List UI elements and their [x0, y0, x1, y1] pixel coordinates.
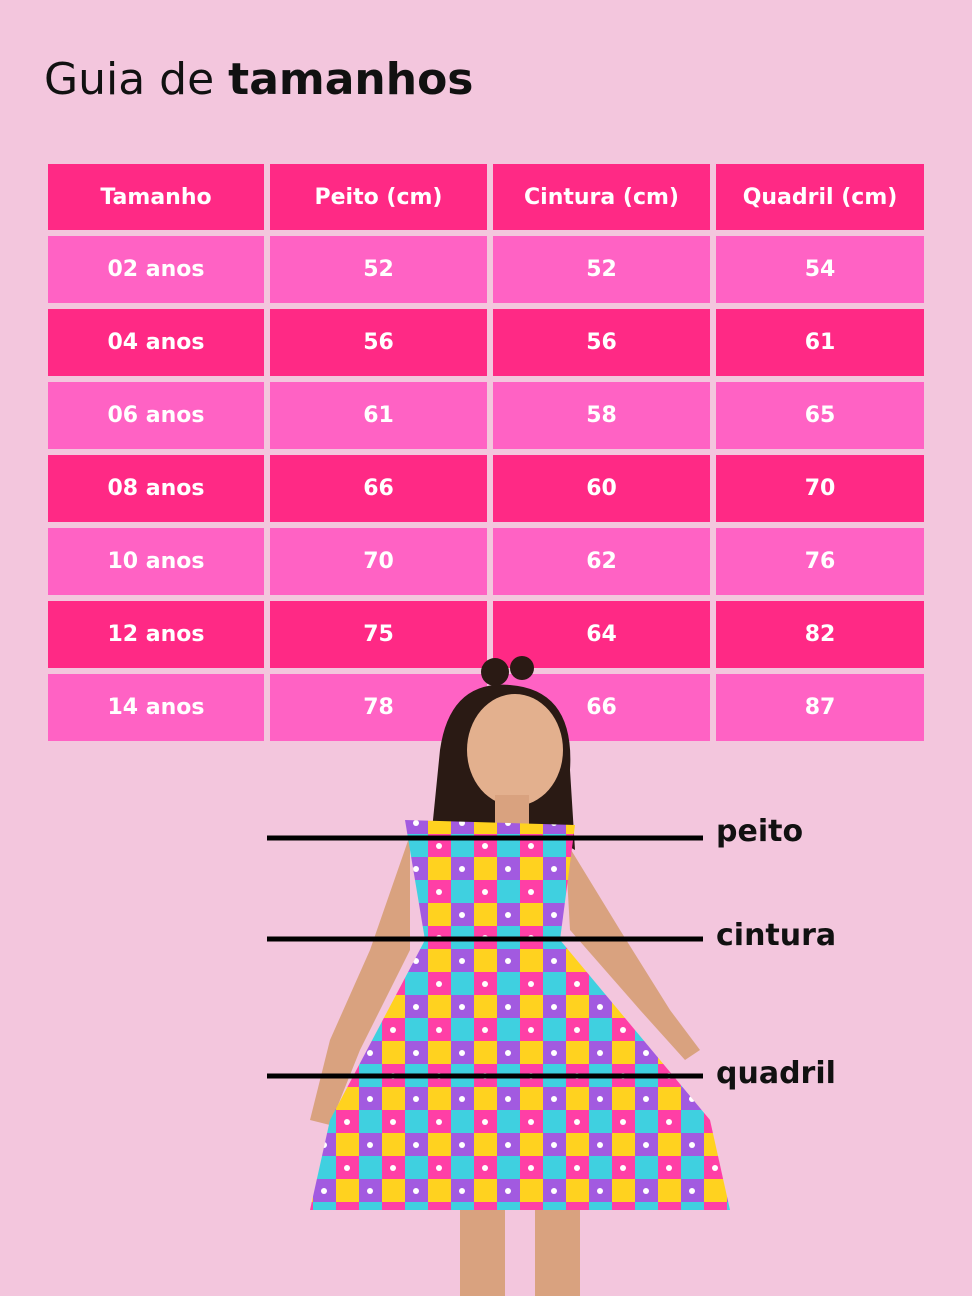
table-cell: 12 anos — [48, 601, 264, 668]
table-cell: 06 anos — [48, 382, 264, 449]
table-cell: 62 — [493, 528, 710, 595]
table-cell: 75 — [270, 601, 487, 668]
table-cell: 66 — [270, 455, 487, 522]
table-cell: 64 — [493, 601, 710, 668]
table-cell: 56 — [270, 309, 487, 376]
table-cell: 52 — [493, 236, 710, 303]
table-cell: 66 — [493, 674, 710, 741]
title-light: Guia de — [44, 54, 229, 105]
table-cell: 60 — [493, 455, 710, 522]
table-cell: 04 anos — [48, 309, 264, 376]
table-cell: 02 anos — [48, 236, 264, 303]
table-cell: 70 — [716, 455, 924, 522]
table-cell: 87 — [716, 674, 924, 741]
table-cell: 65 — [716, 382, 924, 449]
table-cell: 78 — [270, 674, 487, 741]
header-hip: Quadril (cm) — [716, 164, 924, 230]
table-cell: 58 — [493, 382, 710, 449]
table-cell: 61 — [270, 382, 487, 449]
table-cell: 54 — [716, 236, 924, 303]
table-cell: 52 — [270, 236, 487, 303]
table-cell: 08 anos — [48, 455, 264, 522]
table-cell: 56 — [493, 309, 710, 376]
table-cell: 76 — [716, 528, 924, 595]
table-cell: 61 — [716, 309, 924, 376]
table-cell: 70 — [270, 528, 487, 595]
header-waist: Cintura (cm) — [493, 164, 710, 230]
hip-label: quadril — [716, 1056, 836, 1091]
header-chest: Peito (cm) — [270, 164, 487, 230]
title-bold: tamanhos — [228, 54, 474, 105]
waist-label: cintura — [716, 918, 837, 953]
header-size: Tamanho — [48, 164, 264, 230]
table-cell: 10 anos — [48, 528, 264, 595]
chest-label: peito — [716, 814, 804, 849]
table-cell: 14 anos — [48, 674, 264, 741]
table-cell: 82 — [716, 601, 924, 668]
